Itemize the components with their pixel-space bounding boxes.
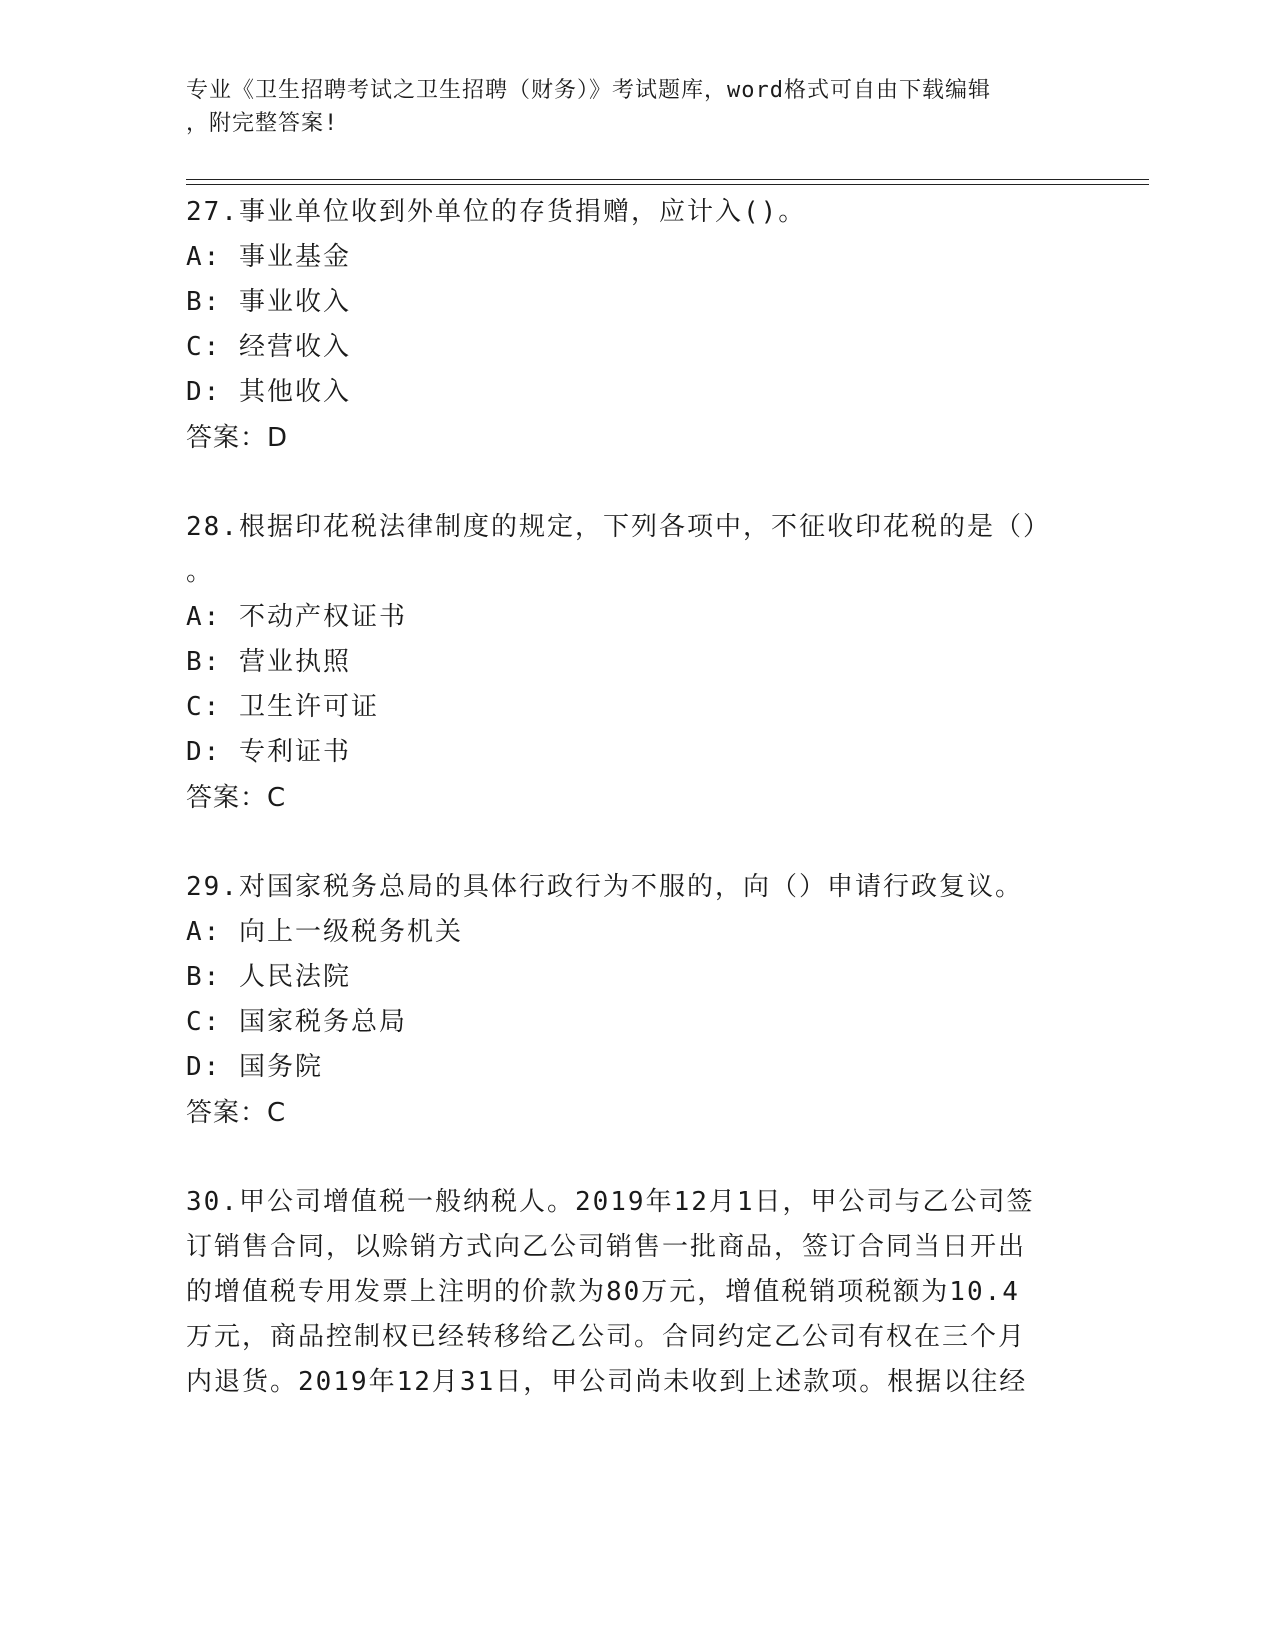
option-d: D: 国务院 (186, 1052, 323, 1082)
document-header (186, 74, 1086, 140)
question-line: 内退货。2019年12月31日，甲公司尚未收到上述款项。根据以往经 (186, 1367, 1028, 1397)
option-a: A: 不动产权证书 (186, 602, 407, 632)
question-line: 30.甲公司增值税一般纳税人。2019年12月1日，甲公司与乙公司签 (186, 1187, 1035, 1217)
answer: 答案：C (186, 1098, 287, 1128)
question-27 (186, 190, 1066, 461)
question-29 (186, 865, 1066, 1136)
question-line: 的增值税专用发票上注明的价款为80万元，增值税销项税额为10.4 (186, 1277, 1020, 1307)
question-line: 订销售合同，以赊销方式向乙公司销售一批商品，签订合同当日开出 (186, 1232, 1027, 1262)
question-30 (186, 1180, 1066, 1405)
option-c: C: 国家税务总局 (186, 1007, 407, 1037)
option-b: B: 营业执照 (186, 647, 351, 677)
question-text: 28.根据印花税法律制度的规定，下列各项中，不征收印花税的是（） (186, 512, 1051, 542)
header-line-1: 专业《卫生招聘考试之卫生招聘（财务）》考试题库，word格式可自由下载编辑 (186, 78, 991, 103)
question-line: 万元，商品控制权已经转移给乙公司。合同约定乙公司有权在三个月 (186, 1322, 1027, 1352)
question-text-continuation: 。 (186, 557, 215, 587)
spacer (186, 461, 1066, 505)
option-d: D: 其他收入 (186, 377, 351, 407)
header-divider-top (186, 179, 1149, 180)
option-c: C: 经营收入 (186, 332, 351, 362)
header-line-2: ，附完整答案! (186, 111, 339, 136)
question-text: 29.对国家税务总局的具体行政行为不服的，向（）申请行政复议。 (186, 872, 1023, 902)
question-list (186, 190, 1066, 1405)
option-c: C: 卫生许可证 (186, 692, 379, 722)
option-b: B: 事业收入 (186, 287, 351, 317)
answer: 答案：C (186, 783, 287, 813)
option-d: D: 专利证书 (186, 737, 351, 767)
option-a: A: 事业基金 (186, 242, 351, 272)
question-28 (186, 505, 1066, 821)
option-a: A: 向上一级税务机关 (186, 917, 463, 947)
answer: 答案：D (186, 423, 289, 453)
spacer (186, 821, 1066, 865)
header-divider-bottom (186, 184, 1149, 185)
question-text: 27.事业单位收到外单位的存货捐赠，应计入()。 (186, 197, 807, 227)
option-b: B: 人民法院 (186, 962, 351, 992)
spacer (186, 1136, 1066, 1180)
